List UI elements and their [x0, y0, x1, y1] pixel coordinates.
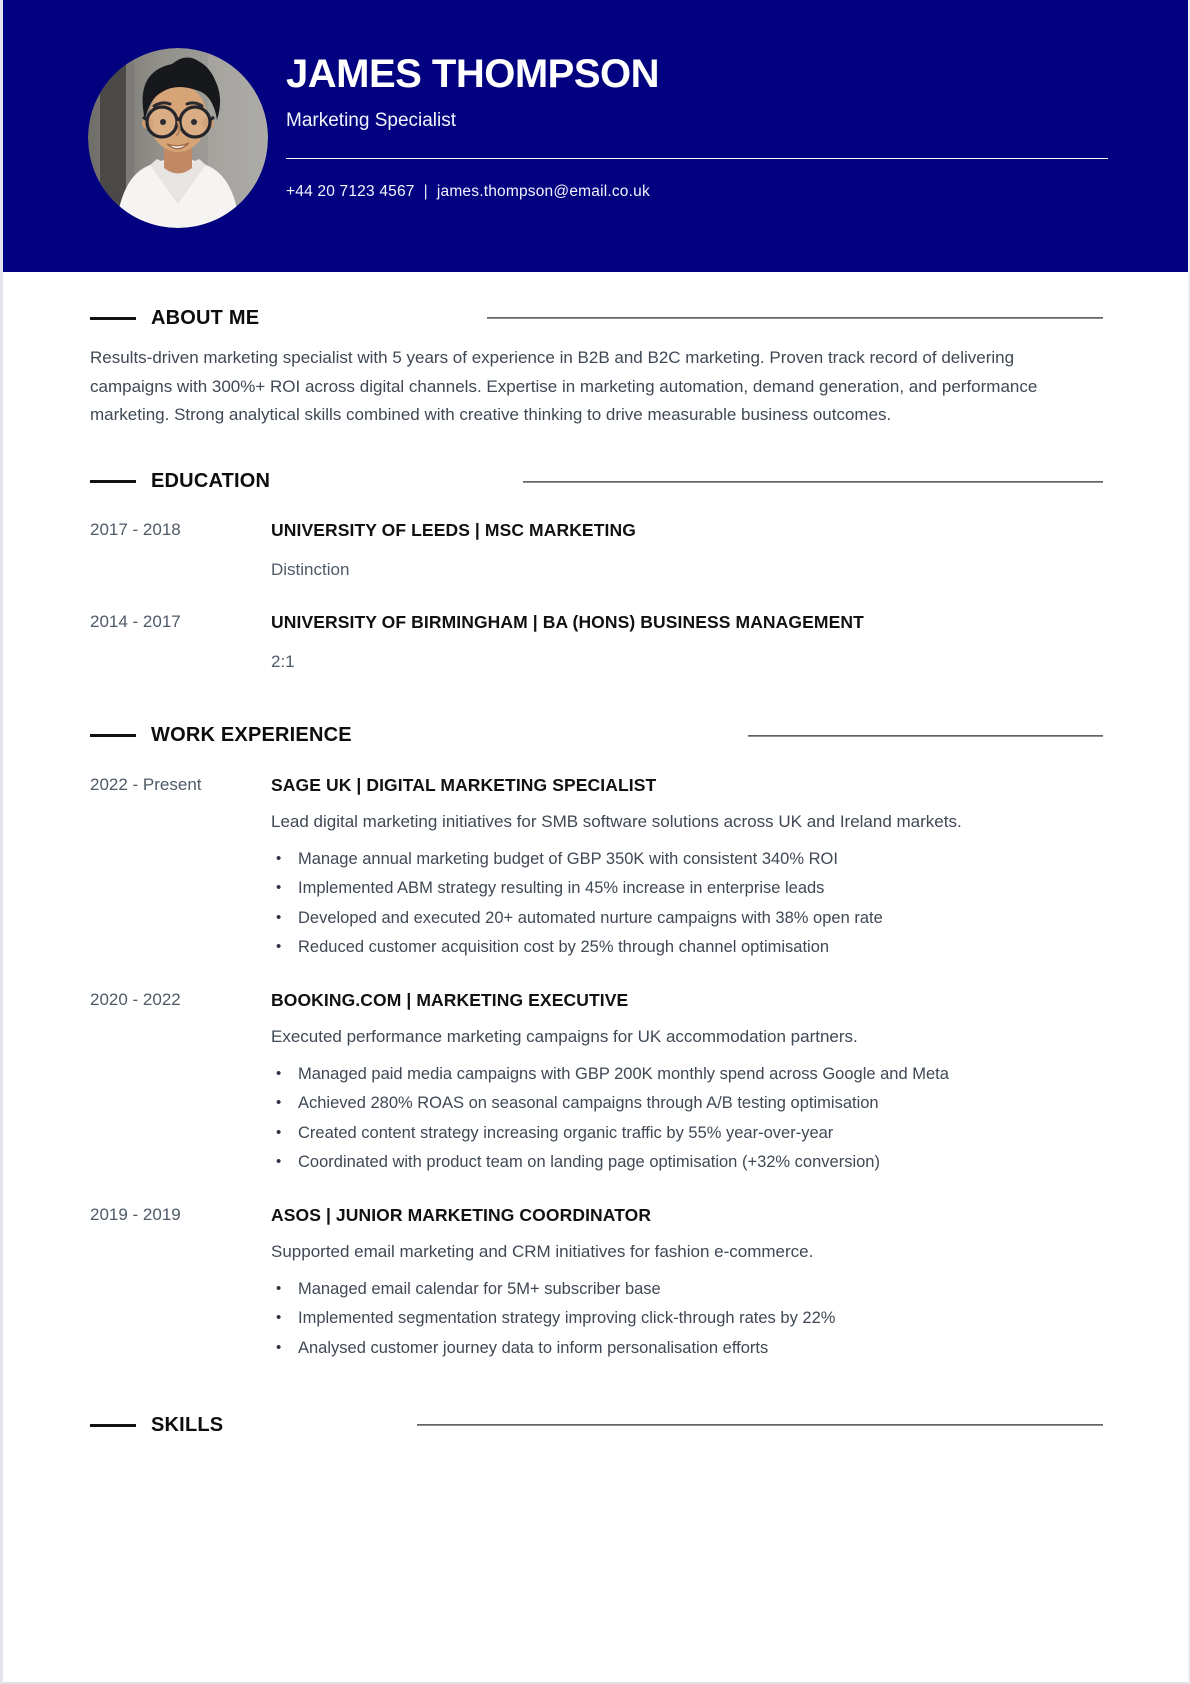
profile-photo-illustration: [88, 48, 268, 228]
education-grade: Distinction: [271, 559, 350, 579]
job-dates: 2020 - 2022: [90, 989, 181, 1009]
job-bullet: • Implemented ABM strategy resulting in 45% increase in enterprise leads: [271, 874, 1103, 904]
heading-rule: [487, 317, 1103, 319]
section-title-skills: SKILLS: [151, 1413, 224, 1436]
section-heading-about: [90, 306, 1103, 330]
section-title-education: EDUCATION: [151, 470, 271, 492]
education-title: UNIVERSITY OF BIRMINGHAM | BA (HONS) BUSINESS MANAGEMENT: [271, 611, 864, 632]
job-summary: Supported email marketing and CRM initiatives for fashion e-commerce.: [271, 1241, 814, 1261]
section-title-about: ABOUT ME: [151, 306, 260, 329]
job-bullet: • Managed paid media campaigns with GBP 200K monthly spend across Google and Meta: [271, 1060, 1103, 1090]
contact-separator: |: [423, 183, 428, 200]
education-entry: [90, 610, 1103, 674]
job-title-line: SAGE UK | DIGITAL MARKETING SPECIALIST: [271, 774, 657, 795]
person-name: JAMES THOMPSON: [286, 52, 660, 96]
job-entry: [90, 1203, 1103, 1364]
job-entry: [90, 773, 1103, 963]
heading-rule: [523, 481, 1103, 483]
education-grade: 2:1: [271, 651, 295, 671]
job-title-line: BOOKING.COM | MARKETING EXECUTIVE: [271, 989, 629, 1010]
job-bullet: • Achieved 280% ROAS on seasonal campaigns through A/B testing optimisation: [271, 1089, 1103, 1119]
heading-rule: [417, 1424, 1103, 1426]
heading-dash: [90, 1424, 136, 1427]
job-dates: 2022 - Present: [90, 774, 202, 794]
job-bullet-list: [271, 1275, 1103, 1364]
heading-dash: [90, 734, 136, 737]
heading-dash: [90, 480, 136, 483]
profile-photo: [88, 48, 268, 228]
heading-dash: [90, 317, 136, 320]
education-entry: [90, 518, 1103, 582]
heading-rule: [748, 735, 1103, 737]
job-bullet: • Reduced customer acquisition cost by 25% through channel optimisation: [271, 933, 1103, 963]
job-title-line: ASOS | JUNIOR MARKETING COORDINATOR: [271, 1204, 652, 1225]
job-summary: Lead digital marketing initiatives for SMB software solutions across UK and Ireland markets.: [271, 811, 962, 831]
job-bullet: • Implemented segmentation strategy improving click-through rates by 22%: [271, 1304, 1103, 1334]
job-bullet-list: [271, 845, 1103, 963]
header-divider: [286, 158, 1108, 159]
person-job-title: Marketing Specialist: [286, 110, 457, 131]
job-bullet: • Created content strategy increasing organic traffic by 55% year-over-year: [271, 1119, 1103, 1149]
education-dates: 2014 - 2017: [90, 611, 181, 631]
cv-body: [3, 306, 1188, 1437]
job-bullet: • Manage annual marketing budget of GBP 350K with consistent 340% ROI: [271, 845, 1103, 875]
job-summary: Executed performance marketing campaigns for UK accommodation partners.: [271, 1026, 858, 1046]
job-bullet-list: [271, 1060, 1103, 1178]
section-heading-skills: [90, 1413, 1103, 1437]
cv-header: [3, 0, 1188, 272]
education-dates: 2017 - 2018: [90, 519, 181, 539]
education-title: UNIVERSITY OF LEEDS | MSC MARKETING: [271, 519, 636, 540]
email-address: james.thompson@email.co.uk: [436, 183, 650, 200]
section-heading-education: [90, 470, 1103, 494]
phone-number: +44 20 7123 4567: [286, 183, 415, 200]
section-heading-work-experience: [90, 724, 1103, 748]
header-text: [286, 0, 1103, 201]
section-title-work-experience: WORK EXPERIENCE: [151, 724, 352, 746]
contact-line: [286, 183, 1103, 201]
job-bullet: • Coordinated with product team on landing page optimisation (+32% conversion): [271, 1148, 1103, 1178]
job-bullet: • Developed and executed 20+ automated nurture campaigns with 38% open rate: [271, 904, 1103, 934]
job-bullet: • Managed email calendar for 5M+ subscriber base: [271, 1275, 1103, 1305]
job-entry: [90, 988, 1103, 1178]
about-paragraph: Results-driven marketing specialist with 5 years of experience in B2B and B2C marketing. Proven track record of delivering campaigns with 300%+ ROI across digital channels. Expertise in marketing automation, demand generation, and performance marketing. Strong analytical skills combined with creative thinking to drive measurable business outcomes.: [90, 348, 1038, 424]
job-dates: 2019 - 2019: [90, 1204, 181, 1224]
job-bullet: • Analysed customer journey data to inform personalisation efforts: [271, 1334, 1103, 1364]
